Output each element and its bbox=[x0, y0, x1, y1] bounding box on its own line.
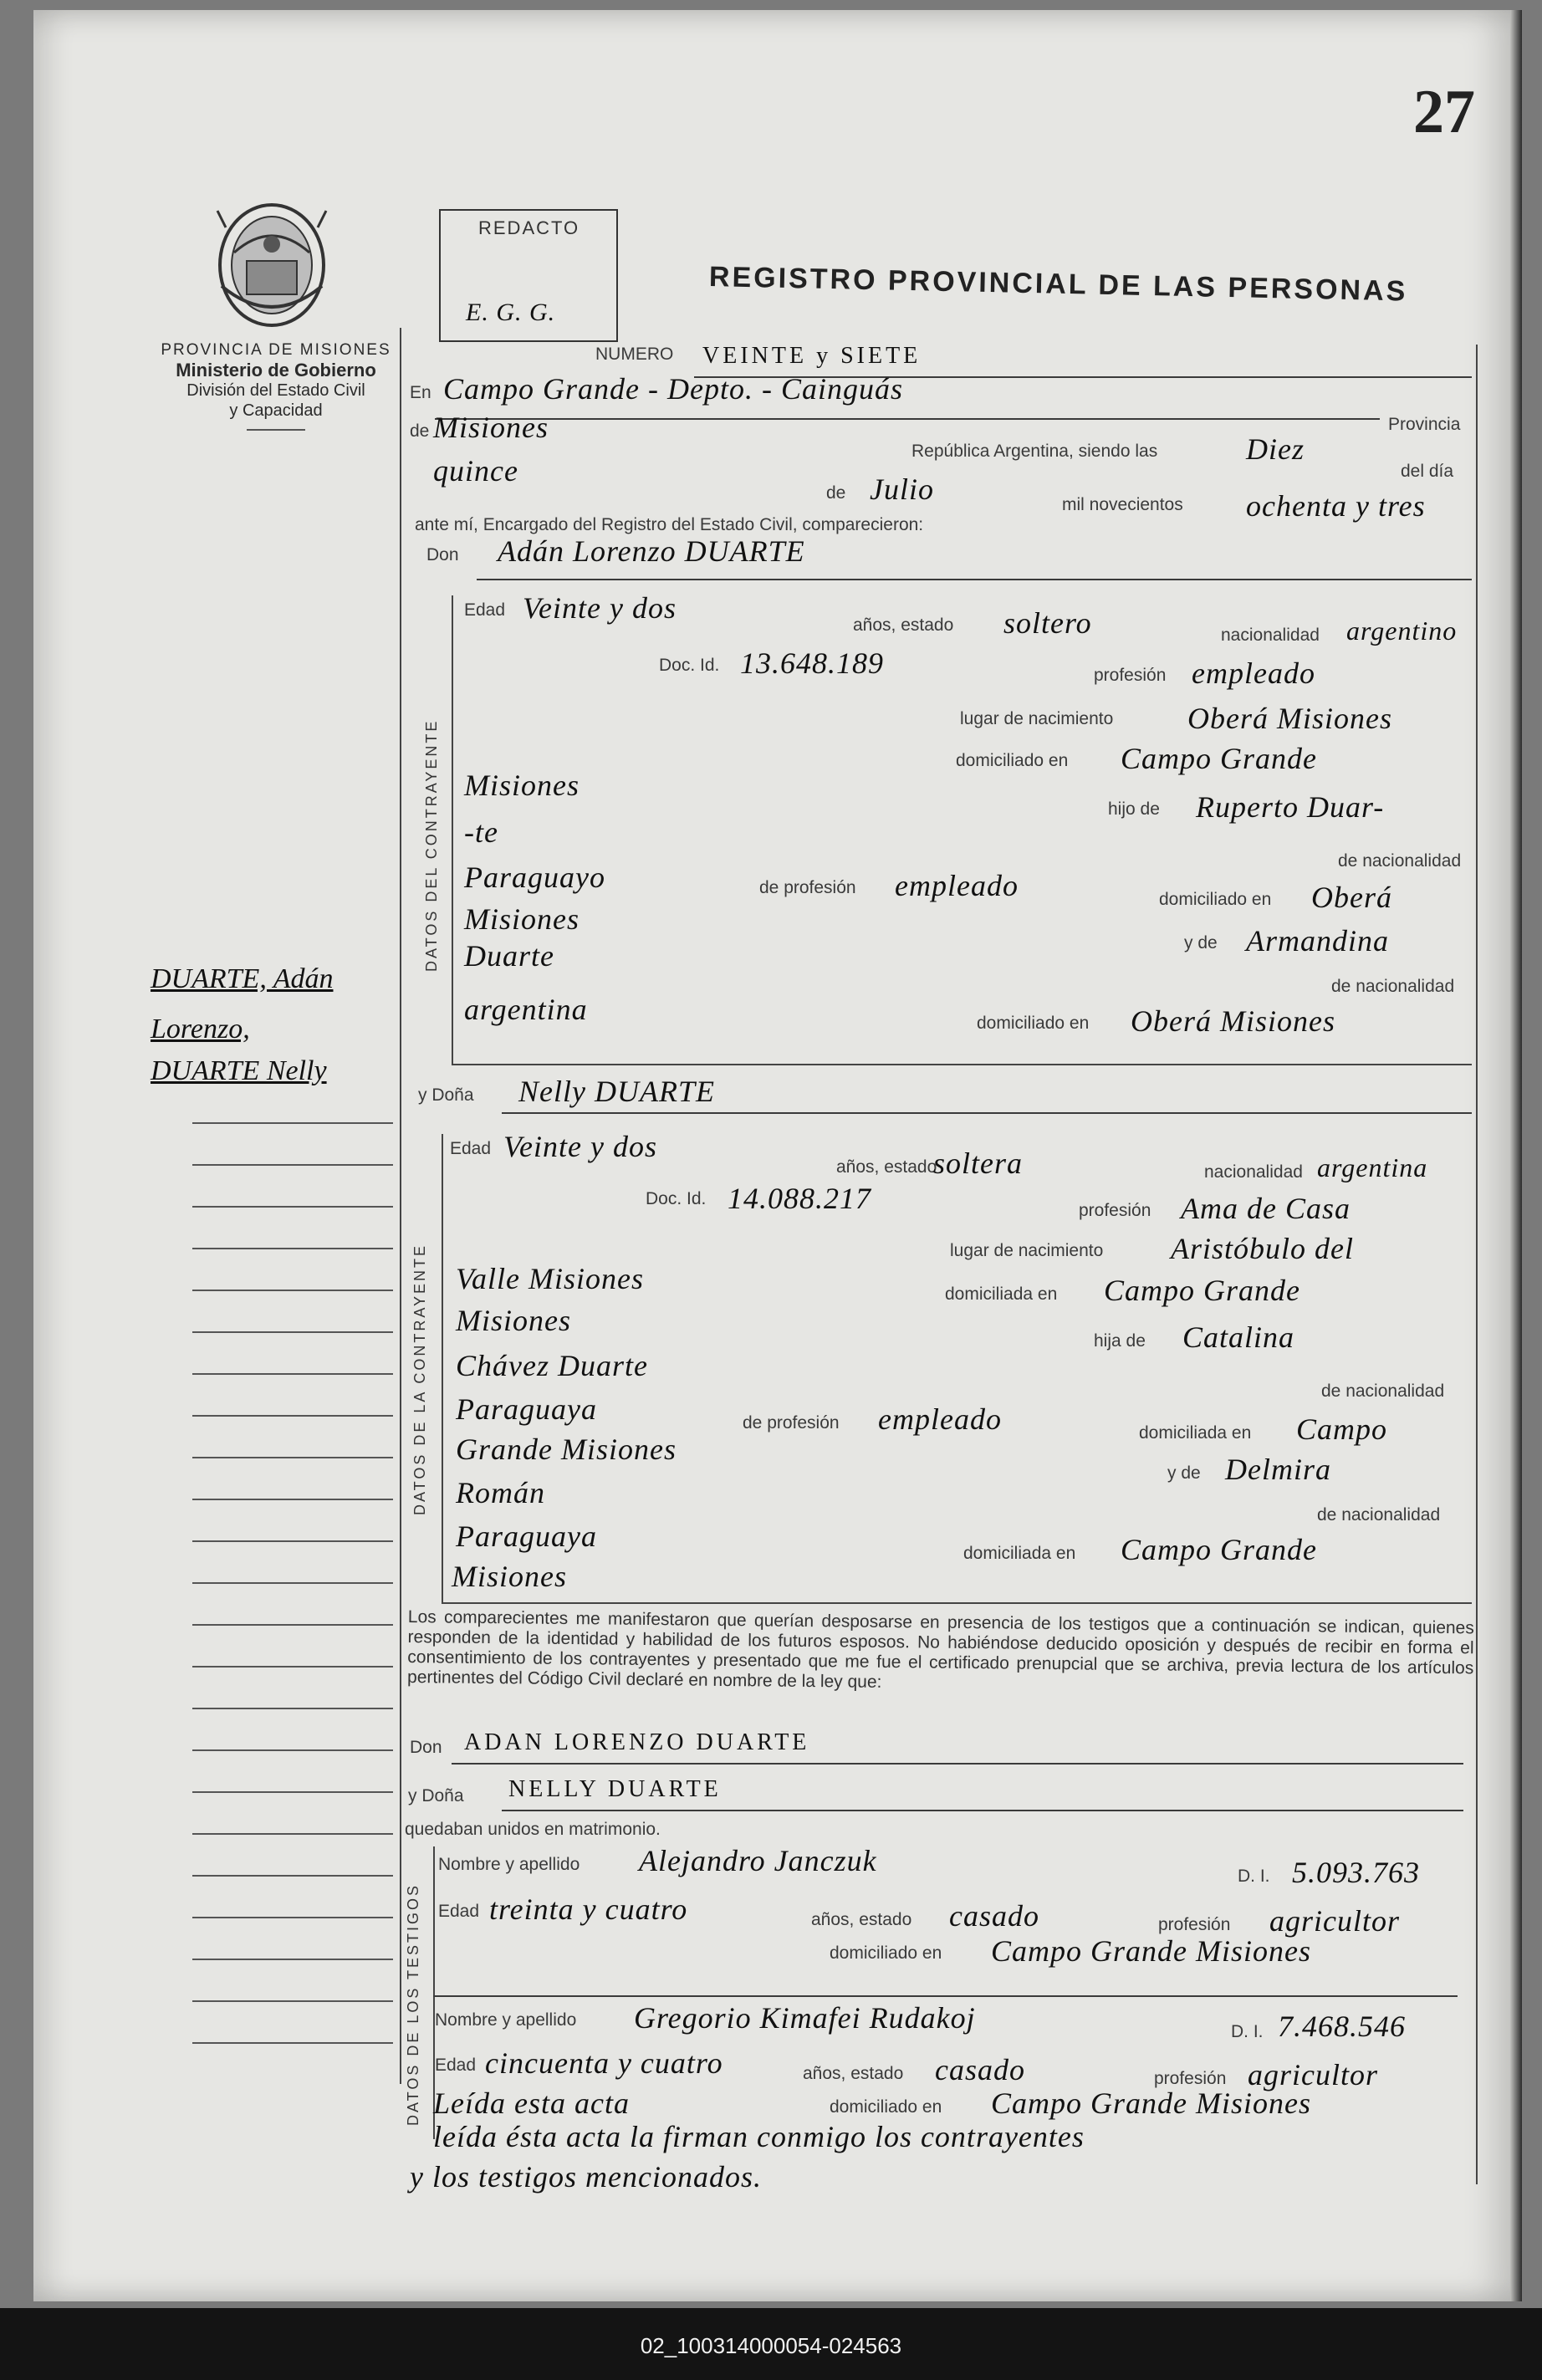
contrayente-estado: soltero bbox=[1003, 606, 1092, 640]
testigo-1-estado: casado bbox=[949, 1899, 1039, 1933]
contrayente-profesion: empleado bbox=[1192, 656, 1315, 690]
padre-domicilio-1: Oberá bbox=[1311, 881, 1392, 914]
dia-value: quince bbox=[433, 454, 518, 488]
declaration-paragraph: Los comparecientes me manifestaron que querían desposarse en presencia de los testigos que a continuación se indican, quienes responden de la identidad y habilidad de los futuros esposos. No habiéndose deducido oposición y después de recibir en forma el consentimiento de los contrayentes y presentado que me fue el certificado prenupcial que se archiva, previa lectura de los artículos pertinentes del Código Civil declaré en nombre de la ley que: bbox=[407, 1607, 1474, 1692]
testigo-1-edad: treinta y cuatro bbox=[489, 1892, 688, 1926]
margin-line bbox=[192, 1331, 393, 1333]
de-nacionalidad-label: de nacionalidad bbox=[1338, 851, 1462, 871]
contrayenta-abuela-domicilio-1: Campo Grande bbox=[1121, 1533, 1317, 1566]
republica-label: República Argentina, siendo las bbox=[911, 442, 1158, 461]
madre-nacionalidad: argentina bbox=[464, 993, 588, 1026]
underline bbox=[452, 1763, 1463, 1765]
edad-label: Edad bbox=[450, 1139, 492, 1158]
de-profesion-label: de profesión bbox=[759, 878, 856, 897]
contrayenta-madre-domicilio-2: Grande Misiones bbox=[456, 1433, 677, 1466]
side-label-contrayente: DATOS DEL CONTRAYENTE bbox=[423, 718, 440, 972]
padre-profesion: empleado bbox=[895, 869, 1019, 902]
contrayente-lugar-nacimiento: Oberá Misiones bbox=[1187, 702, 1392, 735]
doc-id-label: Doc. Id. bbox=[659, 656, 720, 675]
margin-line bbox=[192, 1959, 393, 1960]
contrayente-domicilio-2: Misiones bbox=[464, 769, 580, 802]
testigo-1-di: 5.093.763 bbox=[1292, 1856, 1420, 1889]
contrayenta-madre-domicilio-1: Campo bbox=[1296, 1412, 1388, 1446]
margin-line bbox=[192, 1666, 393, 1668]
quedaban-label: quedaban unidos en matrimonio. bbox=[405, 1820, 661, 1839]
de-nacionalidad-label: de nacionalidad bbox=[1321, 1382, 1445, 1401]
margin-line bbox=[192, 1791, 393, 1793]
padre-domicilio-2: Misiones bbox=[464, 902, 580, 936]
closing-line-2: y los testigos mencionados. bbox=[410, 2160, 762, 2194]
contrayente-padre-1: Ruperto Duar- bbox=[1196, 790, 1385, 824]
de-nacionalidad-label: de nacionalidad bbox=[1317, 1505, 1441, 1525]
section-line bbox=[452, 1064, 1472, 1065]
contrayenta-nacionalidad: argentina bbox=[1317, 1152, 1428, 1182]
contrayente-edad: Veinte y dos bbox=[523, 591, 677, 625]
domiciliado-label: domiciliado en bbox=[1159, 890, 1272, 909]
nacionalidad-label: nacionalidad bbox=[1221, 626, 1320, 645]
anios-estado-label: años, estado bbox=[836, 1157, 937, 1177]
margin-line bbox=[192, 1875, 393, 1877]
testigo-2-nombre: Gregorio Kimafei Rudakoj bbox=[634, 2001, 976, 2035]
contrayente-doc: 13.648.189 bbox=[740, 646, 884, 680]
underline bbox=[433, 1995, 1458, 1997]
contrayenta-estado: soltera bbox=[933, 1147, 1024, 1180]
contrayenta-profesion: Ama de Casa bbox=[1181, 1192, 1351, 1225]
ante-label: ante mí, Encargado del Registro del Estado Civil, comparecieron: bbox=[415, 515, 924, 534]
page-edge bbox=[1510, 10, 1522, 2301]
margin-line bbox=[192, 1290, 393, 1291]
contrayenta-doc: 14.088.217 bbox=[728, 1182, 871, 1215]
contrayenta-lugar-nacimiento-1: Aristóbulo del bbox=[1171, 1232, 1354, 1265]
contrayente-nacionalidad: argentino bbox=[1346, 615, 1458, 646]
ministry-line: Ministerio de Gobierno bbox=[176, 360, 376, 380]
profesion-label: profesión bbox=[1158, 1915, 1231, 1934]
domiciliada-label: domiciliada en bbox=[1139, 1423, 1252, 1443]
margin-line bbox=[192, 1248, 393, 1249]
hora-value: Diez bbox=[1246, 432, 1305, 466]
numero-label: NUMERO bbox=[595, 345, 674, 364]
anio-value: ochenta y tres bbox=[1246, 489, 1426, 523]
testigo-2-profesion: agricultor bbox=[1248, 2058, 1379, 2091]
contrayenta-domicilio-2: Misiones bbox=[456, 1304, 571, 1337]
redacto-box bbox=[439, 209, 618, 342]
numero-value: VEINTE y SIETE bbox=[702, 343, 922, 369]
margin-line bbox=[192, 1206, 393, 1208]
contrayente-domicilio-1: Campo Grande bbox=[1121, 742, 1317, 775]
edad-label: Edad bbox=[438, 1902, 480, 1921]
provincial-seal-icon bbox=[201, 194, 343, 336]
madre-1: Armandina bbox=[1246, 924, 1389, 958]
register-page bbox=[33, 10, 1522, 2301]
margin-line bbox=[192, 1457, 393, 1458]
contrayenta-domicilio-1: Campo Grande bbox=[1104, 1274, 1300, 1307]
section-line bbox=[442, 1602, 1472, 1604]
anios-estado-label: años, estado bbox=[853, 615, 954, 635]
mes-de-label: de bbox=[826, 483, 846, 503]
testigo-2-edad: cincuenta y cuatro bbox=[485, 2046, 723, 2080]
contrayenta-madre-1: Catalina bbox=[1182, 1320, 1295, 1354]
section-line bbox=[442, 1134, 443, 1602]
margin-note: DUARTE, Adán bbox=[151, 963, 334, 994]
testigo-1-profesion: agricultor bbox=[1269, 1904, 1401, 1938]
side-label-testigos: DATOS DE LOS TESTIGOS bbox=[405, 1882, 421, 2126]
di-label: D. I. bbox=[1238, 1867, 1270, 1886]
contrayenta-abuela-nacionalidad: Paraguaya bbox=[456, 1519, 597, 1553]
mil-label: mil novecientos bbox=[1062, 495, 1183, 514]
scan-id: 02_100314000054-024563 bbox=[640, 2333, 902, 2358]
de-profesion-label: de profesión bbox=[743, 1413, 840, 1433]
anios-estado-label: años, estado bbox=[811, 1910, 912, 1929]
margin-line bbox=[192, 1708, 393, 1709]
contrayenta-madre-profesion: empleado bbox=[878, 1402, 1002, 1436]
edad-label: Edad bbox=[464, 600, 506, 620]
provincia-label: Provincia bbox=[1388, 415, 1461, 434]
profesion-label: profesión bbox=[1154, 2069, 1227, 2088]
lugar-nacimiento-label: lugar de nacimiento bbox=[950, 1241, 1104, 1260]
contrayenta-abuela-domicilio-2: Misiones bbox=[452, 1560, 567, 1593]
y-dona-label: y Doña bbox=[408, 1786, 464, 1805]
testigo-2-extra: Leída esta acta bbox=[433, 2086, 630, 2120]
di-label: D. I. bbox=[1231, 2022, 1264, 2041]
hija-de-label: hija de bbox=[1094, 1331, 1146, 1351]
margin-line bbox=[192, 1122, 393, 1124]
lugar-nacimiento-label: lugar de nacimiento bbox=[960, 709, 1114, 728]
padre-nacionalidad: Paraguayo bbox=[464, 861, 605, 894]
margin-note: Lorenzo, bbox=[151, 1014, 250, 1044]
register-title: REGISTRO PROVINCIAL DE LAS PERSONAS bbox=[708, 261, 1408, 308]
testigo-2-domicilio: Campo Grande Misiones bbox=[991, 2086, 1311, 2120]
domiciliada-label: domiciliada en bbox=[963, 1544, 1076, 1563]
contrayente-padre-2: -te bbox=[464, 815, 498, 849]
redacto-value: E. G. G. bbox=[466, 299, 556, 326]
del-dia-label: del día bbox=[1401, 462, 1454, 481]
don-label: Don bbox=[426, 545, 459, 564]
nacionalidad-label: nacionalidad bbox=[1204, 1162, 1303, 1182]
contrayenta-abuela-1: Delmira bbox=[1225, 1453, 1331, 1486]
doc-id-label: Doc. Id. bbox=[646, 1189, 707, 1208]
testigo-2-di: 7.468.546 bbox=[1278, 2010, 1406, 2043]
margin-line bbox=[192, 1164, 393, 1166]
margin-line bbox=[192, 1582, 393, 1584]
testigo-1-domicilio: Campo Grande Misiones bbox=[991, 1934, 1311, 1968]
en-label: En bbox=[410, 383, 431, 402]
margin-line bbox=[192, 1415, 393, 1417]
y-dona-label: y Doña bbox=[418, 1085, 474, 1105]
margin-line bbox=[192, 2042, 393, 2044]
don-label: Don bbox=[410, 1738, 442, 1757]
province-line: PROVINCIA DE MISIONES bbox=[161, 341, 391, 359]
frame-line bbox=[400, 328, 401, 2084]
y-de-label: y de bbox=[1184, 933, 1218, 953]
don-value: Adán Lorenzo DUARTE bbox=[498, 534, 805, 568]
margin-line bbox=[192, 1917, 393, 1918]
de-nacionalidad-label: de nacionalidad bbox=[1331, 977, 1455, 996]
margin-note: DUARTE Nelly bbox=[151, 1055, 327, 1086]
capacity-line: y Capacidad bbox=[229, 401, 323, 420]
margin-line bbox=[192, 1833, 393, 1835]
closing-line-1: leída ésta acta la firman conmigo los contrayentes bbox=[433, 2120, 1085, 2153]
domiciliada-label: domiciliada en bbox=[945, 1284, 1058, 1304]
underline bbox=[477, 579, 1472, 580]
domiciliado-label: domiciliado en bbox=[830, 1943, 942, 1963]
matrimonio-don: ADAN LORENZO DUARTE bbox=[464, 1729, 810, 1755]
division-line: División del Estado Civil bbox=[186, 381, 365, 400]
madre-domicilio: Oberá Misiones bbox=[1131, 1004, 1335, 1038]
contrayenta-madre-2: Chávez Duarte bbox=[456, 1349, 648, 1382]
matrimonio-dona: NELLY DUARTE bbox=[508, 1776, 722, 1802]
nombre-apellido-label: Nombre y apellido bbox=[438, 1855, 580, 1874]
page-number: 27 bbox=[1413, 78, 1475, 146]
underline bbox=[435, 418, 1380, 420]
contrayenta-abuela-2: Román bbox=[456, 1476, 545, 1509]
contrayenta-nombre: Nelly DUARTE bbox=[518, 1075, 715, 1108]
side-label-contrayenta: DATOS DE LA CONTRAYENTE bbox=[411, 1243, 428, 1515]
contrayenta-lugar-nacimiento-2: Valle Misiones bbox=[456, 1262, 644, 1295]
margin-line bbox=[192, 1373, 393, 1375]
y-de-label: y de bbox=[1167, 1463, 1201, 1483]
de-label: de bbox=[410, 421, 430, 441]
madre-2: Duarte bbox=[464, 939, 554, 973]
profesion-label: profesión bbox=[1094, 666, 1167, 685]
margin-line bbox=[192, 1624, 393, 1626]
domiciliado-label: domiciliado en bbox=[956, 751, 1069, 770]
domiciliado-label: domiciliado en bbox=[830, 2097, 942, 2117]
edad-label: Edad bbox=[435, 2056, 477, 2075]
divider bbox=[247, 429, 305, 431]
margin-line bbox=[192, 1499, 393, 1500]
province-block bbox=[117, 340, 435, 431]
contrayenta-edad: Veinte y dos bbox=[503, 1130, 657, 1163]
margin-line bbox=[192, 1749, 393, 1751]
redacto-label: REDACTO bbox=[478, 217, 580, 238]
domiciliado-label: domiciliado en bbox=[977, 1014, 1090, 1033]
section-line bbox=[452, 595, 453, 1064]
hijo-de-label: hijo de bbox=[1108, 799, 1160, 819]
testigo-2-estado: casado bbox=[935, 2053, 1025, 2086]
frame-line bbox=[1476, 345, 1478, 2184]
underline bbox=[502, 1112, 1472, 1114]
margin-line bbox=[192, 2000, 393, 2002]
provincia-value: Misiones bbox=[433, 411, 549, 444]
margin-line bbox=[192, 1540, 393, 1542]
contrayenta-madre-nacionalidad: Paraguaya bbox=[456, 1392, 597, 1426]
testigo-1-nombre: Alejandro Janczuk bbox=[639, 1844, 877, 1877]
underline bbox=[502, 1810, 1463, 1811]
profesion-label: profesión bbox=[1079, 1201, 1151, 1220]
anios-estado-label: años, estado bbox=[803, 2064, 904, 2083]
nombre-apellido-label: Nombre y apellido bbox=[435, 2010, 577, 2030]
lugar-value: Campo Grande - Depto. - Cainguás bbox=[443, 372, 903, 406]
mes-value: Julio bbox=[870, 472, 934, 506]
